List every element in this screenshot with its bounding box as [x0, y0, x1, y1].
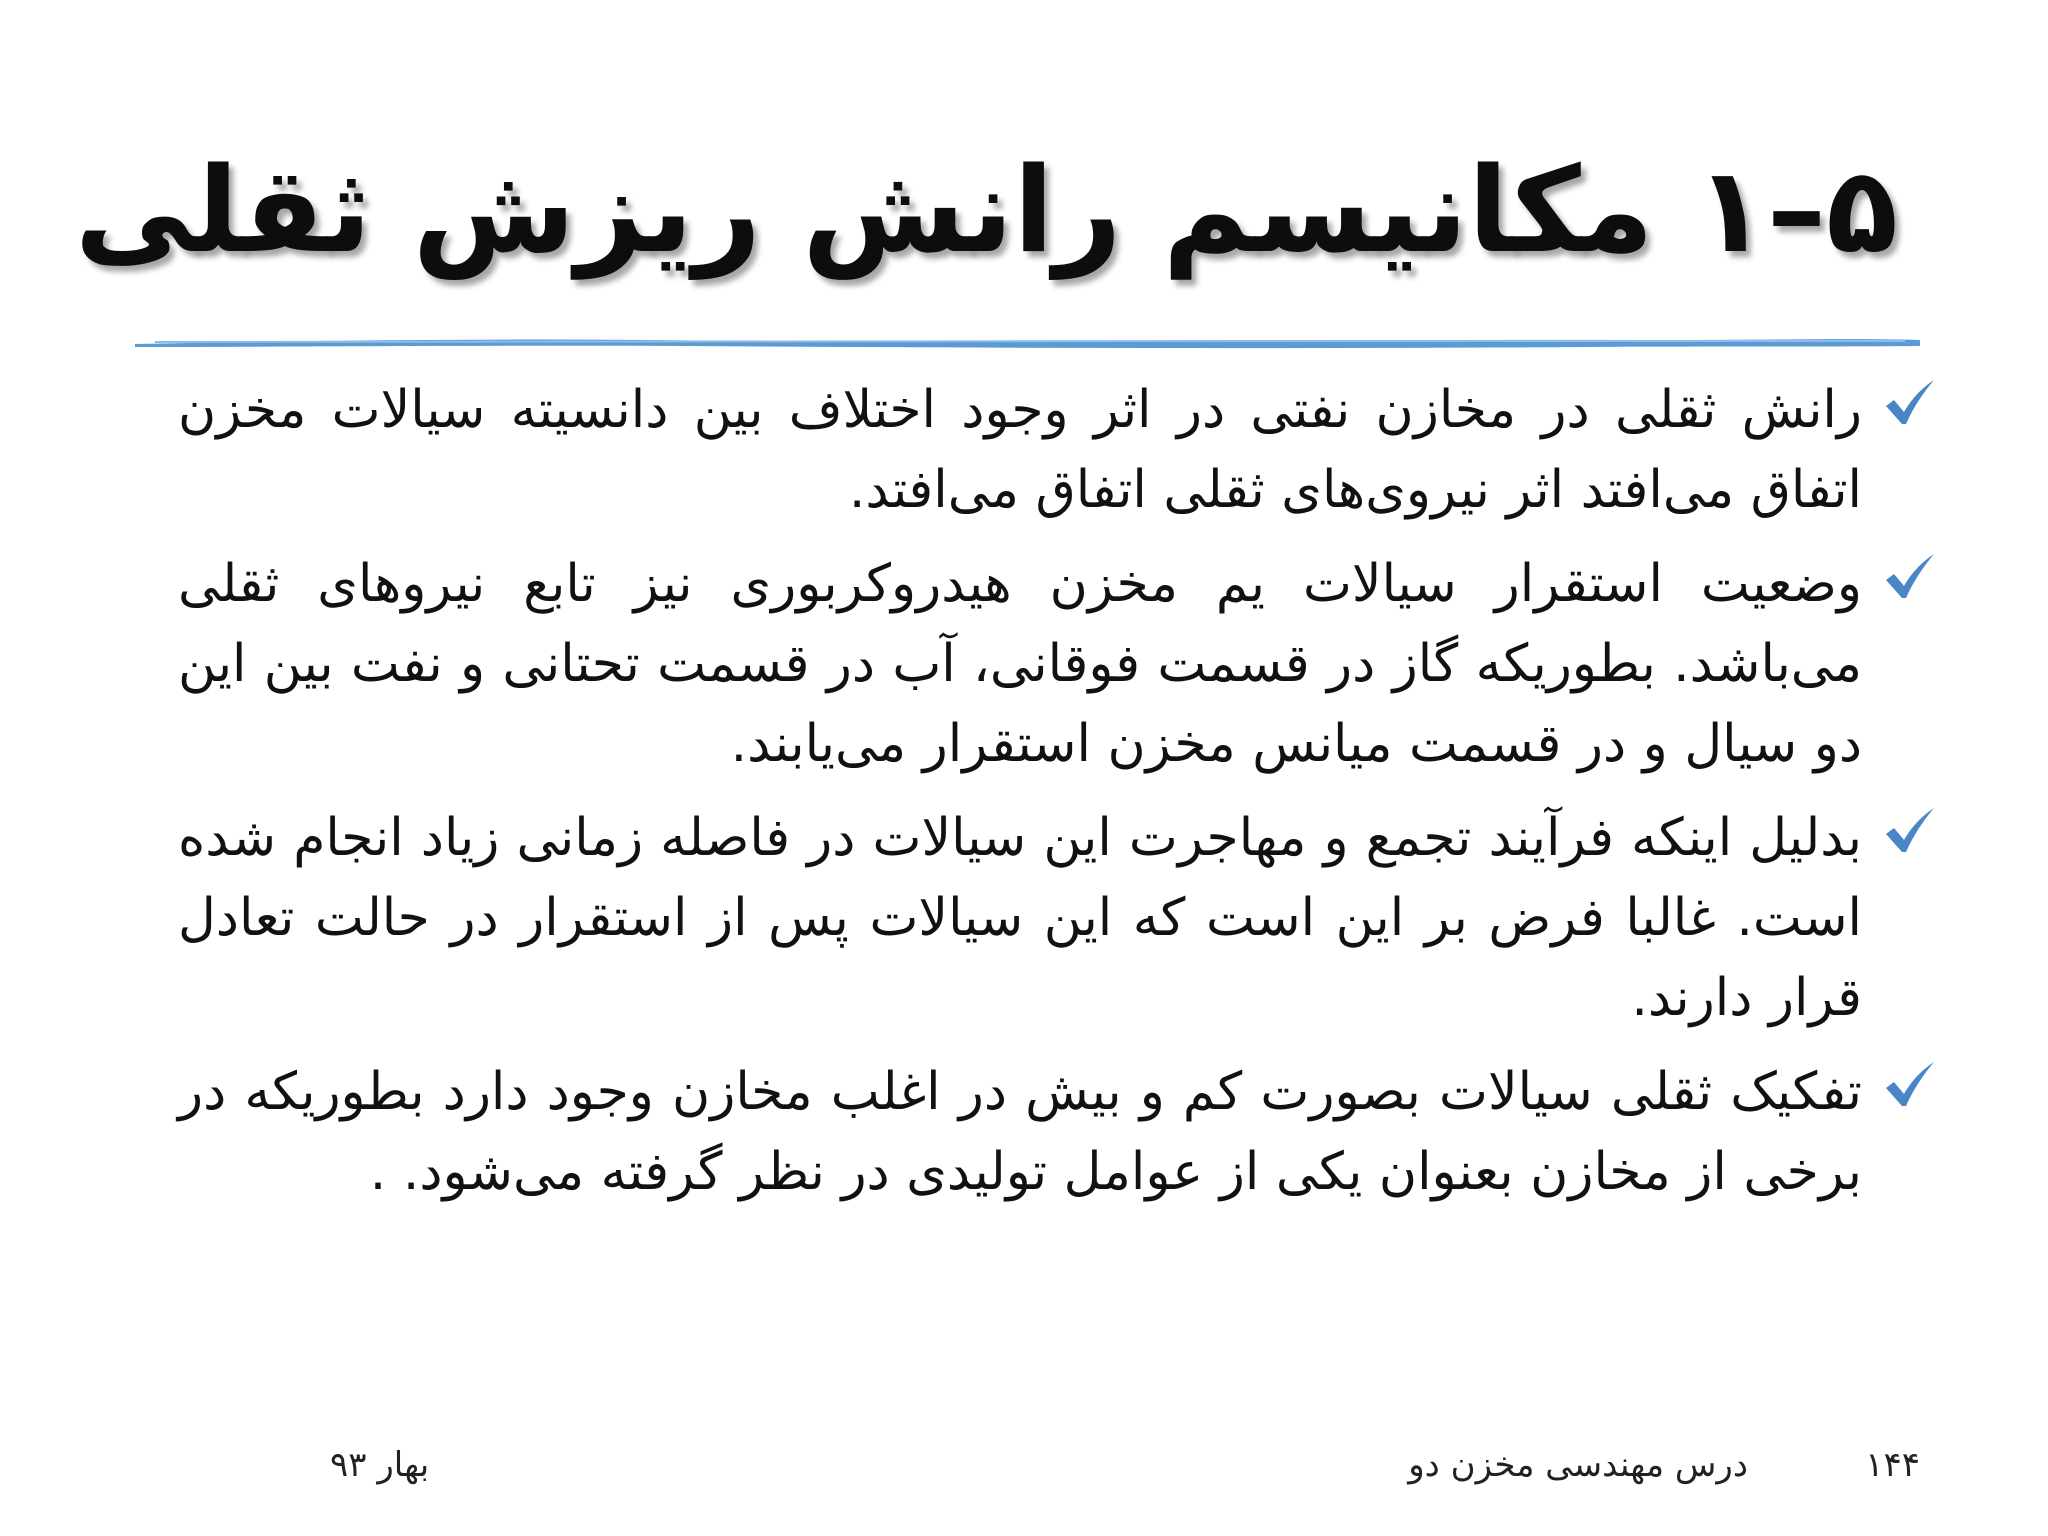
- bullet-item: [178, 544, 1938, 784]
- check-icon: [1882, 550, 1938, 606]
- check-icon: [1882, 1058, 1938, 1114]
- check-icon: [1882, 376, 1938, 432]
- title-underline: [135, 330, 1920, 356]
- bullet-text: وضعیت استقرار سیالات یم مخزن هیدروکربوری نیز تابع نیروهای ثقلی می‌باشد. بطوریکه گاز در قسمت فوقانی، آب در قسمت تحتانی و نفت بین این دو سیال و در قسمت میانس مخزن استقرار می‌یابند.: [178, 554, 1862, 774]
- bullet-item: [178, 798, 1938, 1038]
- slide-title: ۵–۱ مکانیسم رانش ریزش ثقلی: [74, 141, 1898, 279]
- bullet-item: [178, 1052, 1938, 1212]
- footer-term: بهار ۹۳: [330, 1445, 430, 1485]
- bullet-text: تفکیک ثقلی سیالات بصورت کم و بیش در اغلب مخازن وجود دارد بطوریکه در برخی از مخازن بعنوان یکی از عوامل تولیدی در نظر گرفته می‌شود. .: [178, 1062, 1862, 1202]
- bullet-text: رانش ثقلی در مخازن نفتی در اثر وجود اختلاف بین دانسیته سیالات مخزن اتفاق می‌افتد اثر نیروی‌های ثقلی اتفاق می‌افتد.: [178, 380, 1862, 520]
- bullet-item: [178, 370, 1938, 530]
- check-icon: [1882, 804, 1938, 860]
- footer-course-name: درس مهندسی مخزن دو: [1408, 1445, 1748, 1485]
- bullet-list: [178, 370, 1938, 1226]
- bullet-text: بدلیل اینکه فرآیند تجمع و مهاجرت این سیالات در فاصله زمانی زیاد انجام شده است. غالبا فرض بر این است که این سیالات پس از استقرار در حالت تعادل قرار دارند.: [178, 808, 1862, 1028]
- footer-page-number: ۱۴۴: [1865, 1445, 1920, 1485]
